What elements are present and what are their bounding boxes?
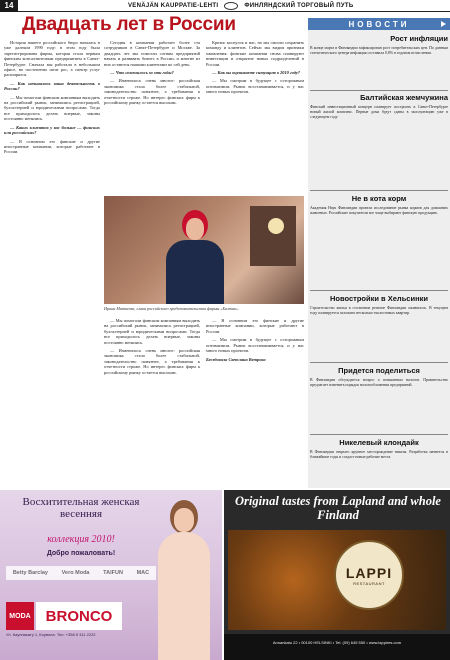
news-divider	[310, 290, 448, 291]
brand-name: TAIFUN	[103, 570, 123, 576]
news-text: Финский инвестиционный концерн планирует построить в Санкт-Петербурге новый жилой комплекс. Первые дома будут сданы в эксплуатацию уже в следующем году.	[310, 105, 448, 119]
brand-name: MAC	[136, 570, 150, 576]
article-column-5	[206, 318, 304, 488]
article-headline: Двадцать лет в России	[22, 14, 236, 35]
article-paragraph: Сегодня в компании работает более ста сотрудников в Санкт-Петербурге и Москве. За двадцать лет мы помогли сотням предприятий начать и развивать бизнес в России, и многие из них остаются нашими клиентами по сей день.	[104, 40, 200, 67]
photo-caption: Ирина Матвеева, глава российского представительства фирмы «Балтик».	[104, 306, 240, 311]
news-title: Балтийская жемчужина	[360, 93, 448, 102]
news-banner-label: НОВОСТИ	[348, 19, 410, 29]
photo-shelf	[250, 206, 296, 266]
news-title: Рост инфляции	[390, 34, 448, 43]
page-number: 14	[0, 0, 18, 12]
interview-question: — Как вы оцениваете ситуацию в 2010 году?	[212, 70, 300, 76]
news-text: Строительство жилья в столичном регионе Финляндии оживилось. В текущем году планируется заложить несколько тысяч новых квартир.	[310, 306, 448, 315]
article-photo	[104, 196, 304, 304]
news-divider	[310, 90, 448, 91]
interview-question: — Каких клиентов у вас больше — финских или российских?	[4, 124, 100, 136]
interview-answer: — Мы помогали финским компаниям выходить на российский рынок, занимались регистрацией, бухгалтерией и юридическими вопросами. Тогда все приходилось делать впервые, законы постоянно менялись.	[4, 94, 100, 122]
article-signature: Беседовала Светлана Ветрова	[206, 357, 266, 363]
ad-brand-strip	[6, 566, 156, 580]
interview-question: — Как начиналась ваша деятельность в России?	[4, 80, 100, 92]
ad-subheadline: коллекция 2010!	[47, 534, 115, 545]
page-header	[0, 0, 450, 12]
arrow-right-icon	[441, 21, 446, 27]
ad-slogan: Original tastes from Lapland and whole Finland	[235, 494, 441, 522]
news-title: Придется поделиться	[338, 366, 420, 375]
header-right-title: ФИНЛЯНДСКИЙ ТОРГОВЫЙ ПУТЬ	[244, 2, 354, 9]
article-paragraph: — Мы помогали финским компаниям выходить на российский рынок, занимались регистрацией, бухгалтерией и юридическими вопросами. Тогда все приходилось делать впервые, законы постоянно менялись.	[104, 318, 200, 345]
article-column-1	[4, 40, 100, 488]
logo-subtext: RESTAURANT	[353, 580, 385, 586]
ad-model-image	[150, 500, 216, 660]
ad-headline: Восхитительная женская весенняя	[22, 496, 140, 520]
news-text: В Финляндии обсуждается вопрос о повышении налогов. Правительство предлагает изменить порядок налогообложения предприятий.	[310, 378, 448, 387]
news-title: Никелевый клондайк	[339, 438, 419, 447]
article-column-4	[104, 318, 200, 488]
brand-name: Vero Moda	[61, 570, 90, 576]
bronco-logo: BRONCO	[36, 602, 122, 630]
lappi-logo	[334, 540, 404, 610]
news-divider	[310, 190, 448, 191]
article-column-2	[104, 40, 200, 192]
article-paragraph: Кризис коснулся и нас, но мы смогли сохранить команду и клиентов. Сейчас мы видим признаки оживления: финские компании снова планируют инвестиции и открытие новых подразделений в России.	[206, 40, 304, 67]
news-text: В конце марта в Финляндии зафиксирован рост потребительских цен. По данным статистического центра инфляция составила 0,8% в годовом исчислении.	[310, 46, 448, 55]
logo-text: LAPPI	[345, 564, 393, 581]
interview-answer: — В основном это финские и другие иностранные компании, которые работают в России.	[4, 138, 100, 155]
news-divider	[310, 362, 448, 363]
fashion-advertisement	[0, 490, 222, 660]
moda-logo: MODA	[6, 602, 34, 630]
brand-name: Betty Barclay	[12, 570, 48, 576]
ad-address: Ул. Кауппакату 1, Коувола. Тел. +358 5 311 2222	[6, 632, 96, 637]
news-title: Новостройки в Хельсинки	[330, 294, 428, 303]
ad-contact-footer: Annankatu 22 • 00100 HELSINKI • Tel. (09) 645 550 • www.lappires.com	[224, 634, 450, 660]
ad-welcome: Добро пожаловать!	[46, 550, 116, 557]
article-column-3	[206, 40, 304, 192]
interview-answer: — Изменилось очень многое: российская экономика стала более стабильной, законодательство понятнее, а требования к отчетности строже. Но интерес финских фирм к российскому рынку остается высоким.	[104, 78, 200, 106]
restaurant-advertisement	[224, 490, 450, 660]
article-paragraph: — В основном это финские и другие иностранные компании, которые работают в России.	[206, 318, 304, 334]
article-paragraph: — Изменилось очень многое: российская экономика стала более стабильной, законодательство понятнее, а требования к отчетности строже. Но интерес финских фирм к российскому рынку остается высоким.	[104, 348, 200, 375]
photo-lamp	[268, 218, 284, 234]
article-paragraph: История нашего российского бюро началась в уже далеком 1990 году: в этом году была зарегистрирована фирма, которая стала первым финским консалтинговым предприятием в Санкт-Петербурге. Сначала мы работали в небольшом офисе, но постепенно штат рос, а спектр услуг расширялся.	[4, 40, 100, 78]
news-text: В Финляндии открыто крупное месторождение никеля. Разработка начнется в ближайшие годы и создаст новые рабочие места.	[310, 450, 448, 459]
header-left-title: VENÄJÄN KAUPPATIE-LEHTI	[128, 2, 219, 9]
interview-question: — Что изменилось за эти годы?	[110, 70, 174, 76]
interview-answer: — Мы смотрим в будущее с осторожным оптимизмом. Рынок восстанавливается, и у нас много новых проектов.	[206, 78, 304, 95]
news-text: Академия Наук Финляндии провела исследование рынка кормов для домашних животных. Российские покупатели все чаще выбирают финскую продукцию.	[310, 206, 448, 215]
header-logo-icon	[224, 2, 238, 10]
news-divider	[310, 434, 448, 435]
article-paragraph: — Мы смотрим в будущее с осторожным оптимизмом. Рынок восстанавливается, и у нас много новых проектов.	[206, 337, 304, 354]
news-banner	[308, 18, 450, 30]
news-title: Не в кота корм	[351, 194, 407, 203]
photo-person	[164, 210, 224, 304]
